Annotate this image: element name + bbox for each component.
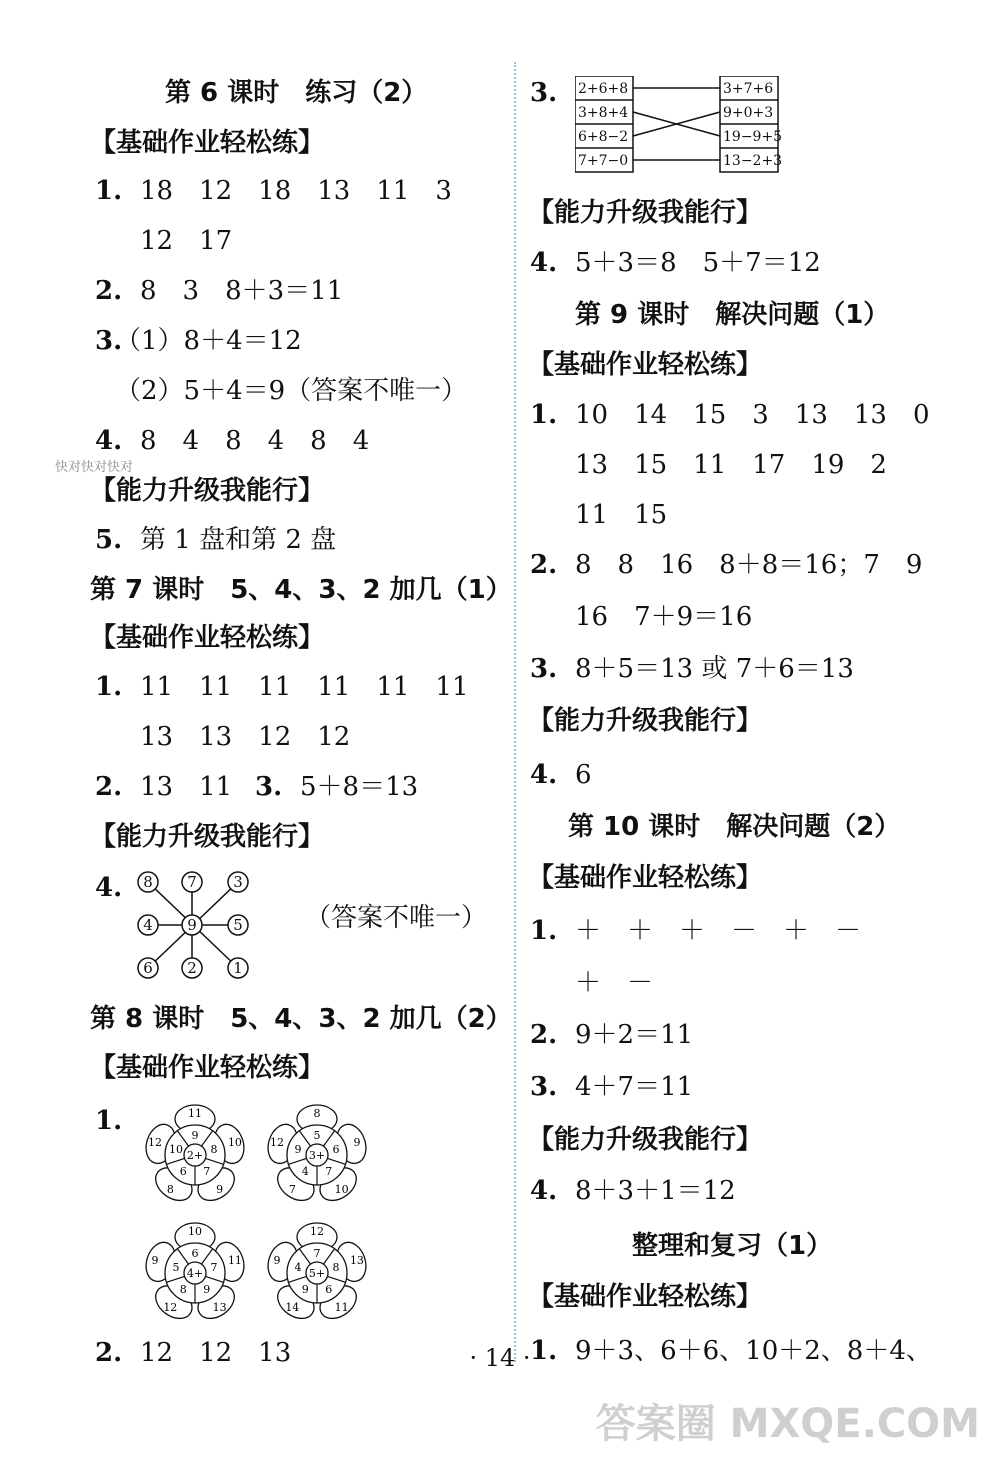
flower-outer-number: 10 bbox=[227, 1136, 242, 1150]
q3-answer-2: （2）5＋4＝9（答案不唯一） bbox=[115, 376, 468, 406]
q3-number: 3. bbox=[95, 326, 123, 356]
match-right-1: 3+7+6 bbox=[723, 81, 774, 97]
flower-outer-number: 10 bbox=[188, 1225, 202, 1238]
l10-q4-answer: 8＋3＋1＝12 bbox=[575, 1176, 736, 1206]
flower-inner-number: 7 bbox=[313, 1247, 321, 1260]
flower-inner-number: 8 bbox=[210, 1142, 218, 1156]
lesson-9-title: 第 9 课时 解决问题（1） bbox=[575, 300, 890, 330]
star-bot-left: 6 bbox=[143, 959, 153, 977]
q5-number: 5. bbox=[95, 525, 123, 555]
r-q4-number: 4. bbox=[530, 248, 558, 278]
q2-number: 2. bbox=[95, 276, 123, 306]
l7-q2-answer: 13 11 bbox=[140, 772, 233, 802]
review-title: 整理和复习（1） bbox=[632, 1231, 833, 1261]
match-left-1: 2+6+8 bbox=[578, 81, 629, 97]
flower-2 bbox=[262, 1100, 372, 1210]
flower-outer-number: 9 bbox=[353, 1136, 361, 1150]
flower-outer-number: 11 bbox=[334, 1300, 349, 1314]
section-ability-2: 【能力升级我能行】 bbox=[90, 822, 325, 852]
l9-q4-answer: 6 bbox=[575, 760, 592, 790]
r-section-basic-2: 【基础作业轻松练】 bbox=[528, 863, 763, 893]
l10-q2-answer: 9＋2＝11 bbox=[575, 1020, 694, 1050]
q4-number: 4. bbox=[95, 426, 123, 456]
lesson-10-title: 第 10 课时 解决问题（2） bbox=[568, 812, 901, 842]
flower-inner-number: 7 bbox=[325, 1165, 333, 1179]
l8-q2-number: 2. bbox=[95, 1338, 123, 1368]
l7-q4-number: 4. bbox=[95, 873, 123, 903]
flower-outer-number: 14 bbox=[285, 1300, 300, 1314]
lesson-6-title: 第 6 课时 练习（2） bbox=[165, 78, 428, 108]
flower-1 bbox=[140, 1100, 250, 1210]
flower-center-label: 4+ bbox=[186, 1267, 204, 1280]
flower-inner-number: 9 bbox=[191, 1129, 199, 1142]
lesson-8-title: 第 8 课时 5、4、3、2 加几（2） bbox=[90, 1004, 512, 1034]
l9-q1-number: 1. bbox=[530, 400, 558, 430]
flower-outer-number: 9 bbox=[216, 1182, 224, 1196]
flower-center-label: 3+ bbox=[308, 1149, 326, 1162]
match-right-2: 9+0+3 bbox=[723, 105, 774, 121]
l9-q3-answer: 8＋5＝13 或 7＋6＝13 bbox=[575, 654, 854, 684]
flower-inner-number: 4 bbox=[301, 1165, 309, 1179]
l7-q3-answer: 5＋8＝13 bbox=[300, 772, 419, 802]
l8-q1-number: 1. bbox=[95, 1106, 123, 1136]
flower-outer-number: 9 bbox=[151, 1254, 159, 1268]
q2-answer: 8 3 8＋3＝11 bbox=[140, 276, 344, 306]
flower-inner-number: 7 bbox=[203, 1165, 211, 1179]
q3-answer-1: （1）8＋4＝12 bbox=[115, 326, 302, 356]
flower-center-label: 5+ bbox=[308, 1267, 326, 1280]
flower-outer-number: 12 bbox=[310, 1225, 324, 1238]
section-basic-2: 【基础作业轻松练】 bbox=[90, 623, 325, 653]
r-section-ability: 【能力升级我能行】 bbox=[528, 198, 763, 228]
l7-q4-note: （答案不唯一） bbox=[305, 903, 488, 933]
review-q1-number: 1. bbox=[530, 1336, 558, 1366]
l9-q2-answer: 8 8 16 8＋8＝16；7 9 bbox=[575, 550, 923, 580]
matching-diagram bbox=[575, 76, 805, 174]
flower-outer-number: 13 bbox=[212, 1300, 227, 1314]
q1-number: 1. bbox=[95, 176, 123, 206]
l10-q1-number: 1. bbox=[530, 916, 558, 946]
star-mid-right: 5 bbox=[233, 916, 243, 934]
q1-answer-cont: 12 17 bbox=[140, 226, 233, 256]
r-q3-number: 3. bbox=[530, 78, 558, 108]
q1-answer: 18 12 18 13 11 3 bbox=[140, 176, 452, 206]
q5-answer: 第 1 盘和第 2 盘 bbox=[140, 525, 337, 555]
review-q1-answer: 9＋3、6＋6、10＋2、8＋4、 bbox=[575, 1336, 932, 1366]
flower-inner-number: 9 bbox=[294, 1142, 302, 1156]
l9-q1-answer: 10 14 15 3 13 13 0 bbox=[575, 400, 930, 430]
l10-q4-number: 4. bbox=[530, 1176, 558, 1206]
l7-q1-answer: 11 11 11 11 11 11 bbox=[140, 672, 469, 702]
l10-q2-number: 2. bbox=[530, 1020, 558, 1050]
match-left-3: 6+8−2 bbox=[578, 129, 629, 145]
flower-outer-number: 7 bbox=[288, 1182, 296, 1196]
flower-outer-number: 12 bbox=[270, 1136, 285, 1150]
star-top-left: 8 bbox=[143, 873, 153, 891]
flower-outer-number: 11 bbox=[227, 1254, 242, 1268]
flower-3 bbox=[140, 1218, 250, 1328]
l9-q1-answer-3: 11 15 bbox=[575, 500, 668, 530]
l7-q1-answer-cont: 13 13 12 12 bbox=[140, 722, 351, 752]
star-bot-right: 1 bbox=[233, 959, 243, 977]
r-section-ability-2: 【能力升级我能行】 bbox=[528, 706, 763, 736]
lesson-7-title: 第 7 课时 5、4、3、2 加几（1） bbox=[90, 575, 512, 605]
l9-q4-number: 4. bbox=[530, 760, 558, 790]
section-basic-3: 【基础作业轻松练】 bbox=[90, 1053, 325, 1083]
r-section-basic: 【基础作业轻松练】 bbox=[528, 350, 763, 380]
l10-q1-answer: ＋ ＋ ＋ － ＋ － bbox=[575, 916, 862, 946]
site-watermark: 答案圈 MXQE.COM bbox=[595, 1401, 980, 1447]
l10-q1-answer-2: ＋ － bbox=[575, 968, 654, 998]
flower-inner-number: 9 bbox=[203, 1283, 211, 1297]
small-watermark: 快对快对快对 bbox=[55, 460, 134, 475]
star-top-mid: 7 bbox=[187, 873, 197, 891]
flower-outer-number: 8 bbox=[166, 1182, 174, 1196]
star-top-right: 3 bbox=[233, 873, 243, 891]
q4-answer: 8 4 8 4 8 4 bbox=[140, 426, 370, 456]
match-left-4: 7+7−0 bbox=[578, 153, 629, 169]
l7-q2-number: 2. bbox=[95, 772, 123, 802]
flower-inner-number: 10 bbox=[168, 1142, 183, 1156]
flower-outer-number: 12 bbox=[148, 1136, 163, 1150]
l9-q3-number: 3. bbox=[530, 654, 558, 684]
number-star-diagram bbox=[128, 864, 258, 986]
match-left-2: 3+8+4 bbox=[578, 105, 629, 121]
flower-inner-number: 5 bbox=[172, 1260, 180, 1274]
star-bot-mid: 2 bbox=[187, 959, 197, 977]
r-q4-answer: 5＋3＝8 5＋7＝12 bbox=[575, 248, 821, 278]
section-basic: 【基础作业轻松练】 bbox=[90, 128, 325, 158]
flower-4 bbox=[262, 1218, 372, 1328]
star-center: 9 bbox=[187, 916, 197, 934]
flower-inner-number: 8 bbox=[332, 1260, 340, 1274]
flower-inner-number: 6 bbox=[325, 1283, 333, 1297]
l7-q1-number: 1. bbox=[95, 672, 123, 702]
flower-inner-number: 5 bbox=[313, 1129, 321, 1142]
l10-q3-answer: 4＋7＝11 bbox=[575, 1072, 694, 1102]
column-divider bbox=[514, 62, 516, 1362]
flower-inner-number: 6 bbox=[332, 1142, 340, 1156]
l10-q3-number: 3. bbox=[530, 1072, 558, 1102]
flower-outer-number: 9 bbox=[273, 1254, 281, 1268]
flower-outer-number: 11 bbox=[188, 1107, 202, 1120]
star-mid-left: 4 bbox=[143, 916, 153, 934]
flower-inner-number: 4 bbox=[294, 1260, 302, 1274]
r-section-ability-3: 【能力升级我能行】 bbox=[528, 1125, 763, 1155]
flower-outer-number: 8 bbox=[313, 1107, 321, 1120]
flower-outer-number: 13 bbox=[349, 1254, 364, 1268]
match-right-4: 13−2+3 bbox=[723, 153, 783, 169]
flower-center-label: 2+ bbox=[186, 1149, 204, 1162]
flower-outer-number: 10 bbox=[334, 1182, 349, 1196]
flower-inner-number: 6 bbox=[191, 1247, 199, 1260]
l7-q3-number: 3. bbox=[255, 772, 283, 802]
section-ability: 【能力升级我能行】 bbox=[90, 476, 325, 506]
l9-q2-answer-2: 16 7＋9＝16 bbox=[575, 602, 753, 632]
page-number: · 14 · bbox=[469, 1344, 531, 1372]
flower-inner-number: 8 bbox=[179, 1283, 187, 1297]
l8-q2-answer: 12 12 13 bbox=[140, 1338, 292, 1368]
flower-inner-number: 6 bbox=[179, 1165, 187, 1179]
r-section-basic-3: 【基础作业轻松练】 bbox=[528, 1282, 763, 1312]
flower-inner-number: 9 bbox=[301, 1283, 309, 1297]
flower-outer-number: 12 bbox=[163, 1300, 178, 1314]
l9-q2-number: 2. bbox=[530, 550, 558, 580]
l9-q1-answer-2: 13 15 11 17 19 2 bbox=[575, 450, 887, 480]
match-right-3: 19−9+5 bbox=[723, 129, 783, 145]
flower-inner-number: 7 bbox=[210, 1260, 218, 1274]
